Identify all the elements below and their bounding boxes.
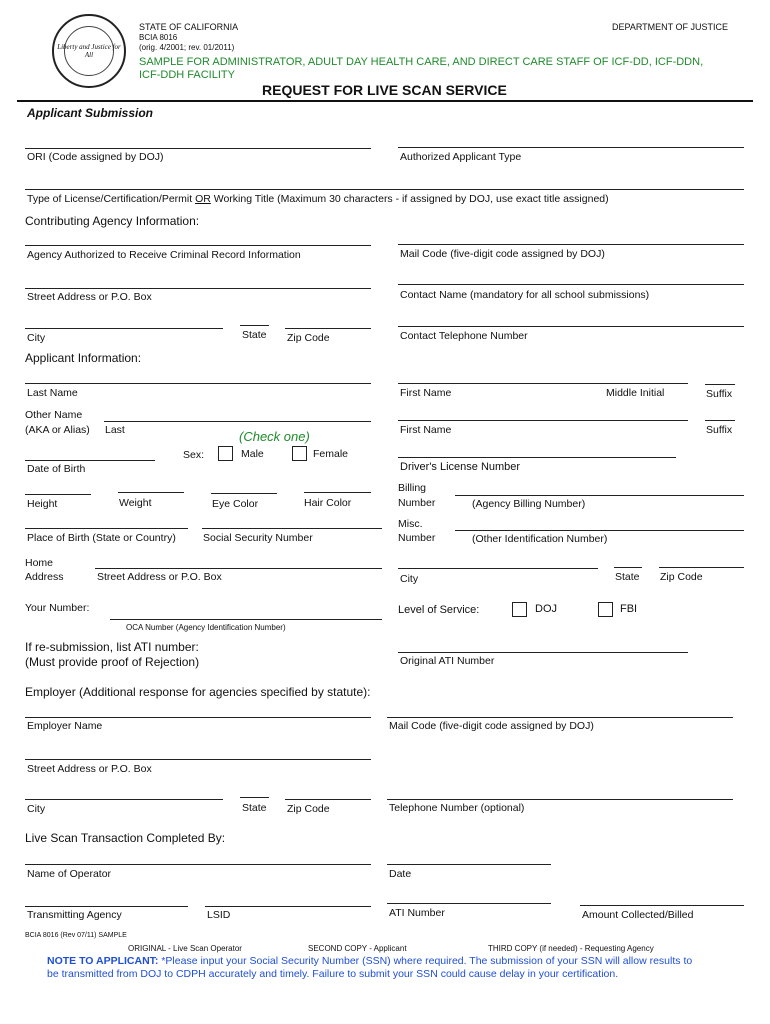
male-checkbox[interactable] [218, 446, 233, 461]
transmitting-agency-label: Transmitting Agency [27, 909, 122, 921]
agency-authorized-label: Agency Authorized to Receive Criminal Record Information [27, 249, 301, 261]
weight-field[interactable] [118, 492, 184, 493]
height-label: Height [27, 498, 58, 510]
section-applicant-submission: Applicant Submission [27, 106, 154, 120]
contact-phone-field[interactable] [398, 326, 744, 327]
home-zip-label: Zip Code [660, 571, 703, 583]
license-title-field[interactable] [25, 189, 744, 190]
employer-phone-field[interactable] [387, 799, 733, 800]
section-applicant-information: Applicant Information: [25, 351, 142, 365]
aka-last-field[interactable] [104, 421, 371, 422]
dob-label: Date of Birth [27, 463, 86, 475]
employer-zip-field[interactable] [285, 799, 371, 800]
suffix-field[interactable] [705, 384, 735, 385]
drivers-license-field[interactable] [398, 457, 676, 458]
ori-field[interactable] [25, 148, 371, 149]
transmitting-agency-field[interactable] [25, 906, 188, 907]
form-code: BCIA 8016 [139, 33, 178, 42]
check-one-note: (Check one) [239, 429, 310, 444]
misc-number-label: Number [398, 532, 436, 544]
misc-number-field[interactable] [455, 530, 744, 531]
ori-label: ORI (Code assigned by DOJ) [27, 151, 164, 163]
resubmission-note: (Must provide proof of Rejection) [25, 655, 200, 669]
operator-field[interactable] [25, 864, 371, 865]
section-contributing-agency: Contributing Agency Information: [25, 214, 200, 228]
billing-number-label: Number [398, 497, 436, 509]
aka-suffix-field[interactable] [705, 420, 735, 421]
authorized-type-label: Authorized Applicant Type [400, 151, 522, 163]
billing-label: Billing [398, 482, 427, 494]
level-of-service-label: Level of Service: [398, 604, 480, 616]
contact-phone-label: Contact Telephone Number [400, 330, 528, 342]
license-title-label: Type of License/Certification/Permit OR Working Title (Maximum 30 characters - if assigned by DOJ, use exact title assigned) [27, 193, 609, 205]
fbi-label: FBI [620, 603, 638, 615]
male-label: Male [241, 448, 264, 460]
female-label: Female [313, 448, 349, 460]
your-number-label: Your Number: [25, 602, 90, 614]
female-checkbox[interactable] [292, 446, 307, 461]
page-title: REQUEST FOR LIVE SCAN SERVICE [262, 82, 507, 98]
agency-state-label: State [242, 329, 267, 341]
misc-label: Misc. [398, 518, 423, 530]
weight-label: Weight [119, 497, 152, 509]
amount-label: Amount Collected/Billed [582, 909, 694, 921]
last-name-label: Last Name [27, 387, 78, 399]
doj-label: DOJ [535, 603, 557, 615]
aka-suffix-label: Suffix [706, 424, 733, 436]
oca-number-field[interactable] [110, 619, 382, 620]
dob-field[interactable] [25, 460, 155, 461]
agency-zip-field[interactable] [285, 328, 371, 329]
address-label: Address [25, 571, 64, 583]
seal-motto: Liberty and Justice for All [57, 43, 121, 59]
first-name-field[interactable] [398, 383, 688, 384]
copy-third: THIRD COPY (if needed) - Requesting Agency [488, 944, 654, 953]
date-label: Date [389, 868, 412, 880]
employer-state-label: State [242, 802, 267, 814]
other-id-label: (Other Identification Number) [472, 533, 608, 545]
original-ati-field[interactable] [398, 652, 688, 653]
suffix-label: Suffix [706, 388, 733, 400]
original-ati-label: Original ATI Number [400, 655, 495, 667]
employer-name-field[interactable] [25, 717, 371, 718]
agency-billing-label: (Agency Billing Number) [472, 498, 586, 510]
sex-label: Sex: [183, 449, 205, 461]
agency-state-field[interactable] [240, 325, 269, 326]
agency-street-label: Street Address or P.O. Box [27, 291, 152, 303]
ati-number-label: ATI Number [389, 907, 445, 919]
contact-name-label: Contact Name (mandatory for all school submissions) [400, 289, 650, 301]
employer-zip-label: Zip Code [287, 803, 330, 815]
state-label: STATE OF CALIFORNIA [139, 22, 239, 32]
last-name-field[interactable] [25, 383, 371, 384]
aka-first-label: First Name [400, 424, 452, 436]
agency-city-field[interactable] [25, 328, 223, 329]
aka-label: (AKA or Alias) [25, 424, 90, 436]
employer-name-label: Employer Name [27, 720, 103, 732]
employer-street-label: Street Address or P.O. Box [27, 763, 152, 775]
billing-number-field[interactable] [455, 495, 744, 496]
agency-city-label: City [27, 332, 46, 344]
employer-city-field[interactable] [25, 799, 223, 800]
authorized-type-field[interactable] [398, 147, 744, 148]
lsid-label: LSID [207, 909, 231, 921]
agency-mail-code-label: Mail Code (five-digit code assigned by DOJ) [400, 248, 605, 260]
employer-phone-label: Telephone Number (optional) [389, 802, 525, 814]
orig-rev: (orig. 4/2001; rev. 01/2011) [139, 43, 235, 52]
contact-name-field[interactable] [398, 284, 744, 285]
home-street-label: Street Address or P.O. Box [97, 571, 222, 583]
home-zip-field[interactable] [659, 567, 744, 568]
date-field[interactable] [387, 864, 551, 865]
home-state-label: State [615, 571, 640, 583]
drivers-license-label: Driver's License Number [400, 461, 521, 473]
note-line-2: be transmitted from DOJ to CDPH accurately and timely. Failure to submit your SSN could cause delay in your certification. [47, 968, 619, 980]
sample-line-1: SAMPLE FOR ADMINISTRATOR, ADULT DAY HEALTH CARE, AND DIRECT CARE STAFF OF ICF-DD, ICF-DDN, [139, 56, 704, 68]
agency-zip-label: Zip Code [287, 332, 330, 344]
employer-city-label: City [27, 803, 46, 815]
copy-second: SECOND COPY - Applicant [308, 944, 407, 953]
sample-line-2: ICF-DDH FACILITY [139, 69, 235, 81]
note-line-1: NOTE TO APPLICANT: *Please input your Social Security Number (SSN) where required. The submission of your SSN will allow results to [47, 955, 693, 967]
place-of-birth-label: Place of Birth (State or Country) [27, 532, 176, 544]
middle-initial-label: Middle Initial [606, 387, 665, 399]
employer-street-field[interactable] [25, 759, 371, 760]
eye-color-field[interactable] [211, 493, 277, 494]
home-city-label: City [400, 573, 419, 585]
employer-state-field[interactable] [240, 797, 269, 798]
home-state-field[interactable] [614, 567, 642, 568]
eye-color-label: Eye Color [212, 498, 259, 510]
section-live-scan: Live Scan Transaction Completed By: [25, 831, 226, 845]
copy-original: ORIGINAL - Live Scan Operator [128, 944, 242, 953]
lsid-field[interactable] [205, 906, 371, 907]
oca-label: OCA Number (Agency Identification Number) [126, 623, 286, 632]
ssn-field[interactable] [202, 528, 382, 529]
home-city-field[interactable] [398, 568, 598, 569]
height-field[interactable] [25, 494, 91, 495]
form-revision: BCIA 8016 (Rev 07/11) SAMPLE [25, 932, 127, 939]
agency-street-field[interactable] [25, 288, 371, 289]
amount-field[interactable] [580, 905, 744, 906]
other-name-label: Other Name [25, 409, 83, 421]
aka-first-field[interactable] [398, 420, 688, 421]
employer-mail-code-label: Mail Code (five-digit code assigned by DOJ) [389, 720, 594, 732]
hair-color-label: Hair Color [304, 497, 352, 509]
ati-number-field[interactable] [387, 903, 551, 904]
resubmission-label: If re-submission, list ATI number: [25, 640, 199, 654]
place-of-birth-field[interactable] [25, 528, 188, 529]
doj-seal-logo [52, 14, 126, 88]
employer-mail-code-field[interactable] [387, 717, 733, 718]
first-name-label: First Name [400, 387, 452, 399]
agency-mail-code-field[interactable] [398, 244, 744, 245]
department-label: DEPARTMENT OF JUSTICE [612, 22, 729, 32]
hair-color-field[interactable] [304, 492, 371, 493]
ssn-label: Social Security Number [203, 532, 313, 544]
operator-label: Name of Operator [27, 868, 112, 880]
doj-checkbox[interactable] [512, 602, 527, 617]
title-rule [17, 100, 753, 102]
home-label: Home [25, 557, 54, 569]
agency-authorized-field[interactable] [25, 245, 371, 246]
fbi-checkbox[interactable] [598, 602, 613, 617]
home-street-field[interactable] [95, 568, 382, 569]
section-employer: Employer (Additional response for agencies specified by statute): [25, 685, 371, 699]
aka-last-label: Last [105, 424, 125, 436]
